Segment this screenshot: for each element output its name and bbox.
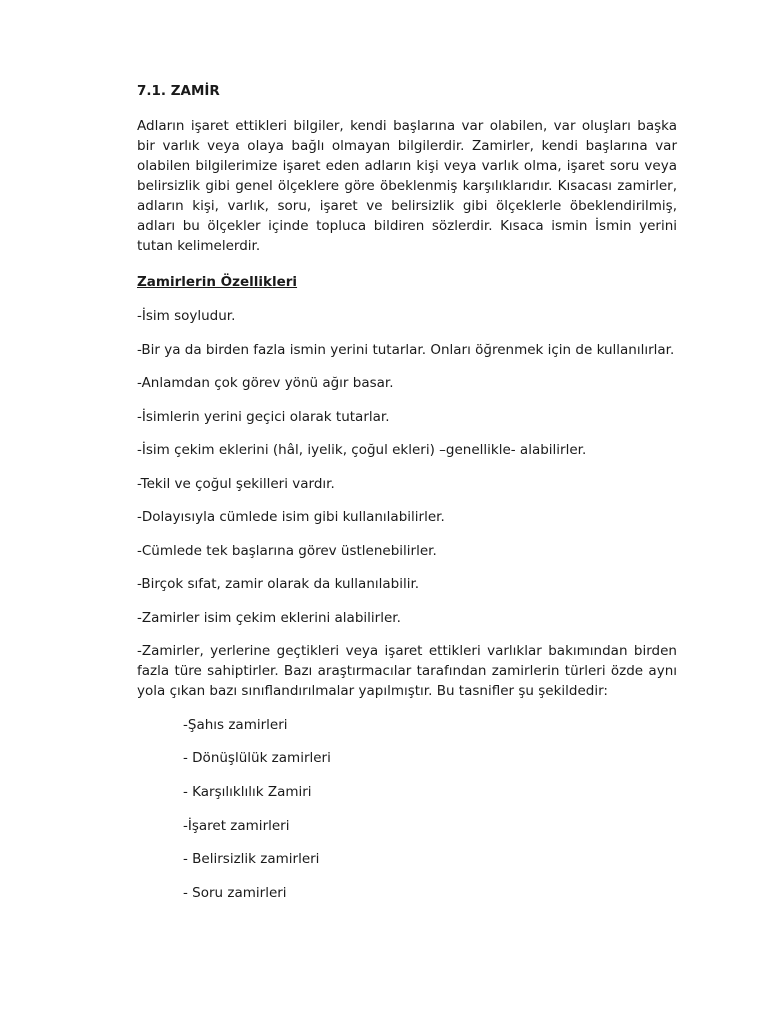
pronoun-type-item: - Dönüşlülük zamirleri (183, 750, 331, 767)
property-item: -Bir ya da birden fazla ismin yerini tutarlar. Onları öğrenmek için de kullanılırlar. (137, 341, 675, 358)
pronoun-type-item: -Şahıs zamirleri (183, 716, 288, 733)
property-item: -Dolayısıyla cümlede isim gibi kullanılabilirler. (137, 509, 445, 525)
property-item: -Tekil ve çoğul şekilleri vardır. (137, 475, 335, 492)
pronoun-type-item: - Karşılıklılık Zamiri (183, 783, 312, 800)
property-item: -İsim çekim eklerini (hâl, iyelik, çoğul ekleri) –genellikle- alabilirler. (137, 442, 587, 458)
intro-paragraph: Adların işaret ettikleri bilgiler, kendi başlarına var olabilen, var oluşları başka bir varlık veya olaya bağlı olmayan bilgilerdir. Zamirler, kendi başlarına var olabilen bilgilerimize işaret eden adların kişi veya varlık olma, işaret soru veya belirsizlik gibi genel ölçeklere göre öbeklenmiş karşılıklarıdır. Kısacası zamirler, adların kişi, varlık, soru, işaret ve belirsizlik gibi ölçeklerle öbeklendirilmiş, adları bu ölçekler içinde topluca bildiren sözlerdir. Kısaca ismin İsmin yerini tutan kelimelerdir. (137, 118, 677, 254)
properties-list (137, 306, 677, 701)
pronoun-types-list (183, 715, 677, 903)
properties-subheading: Zamirlerin Özellikleri (137, 274, 298, 290)
property-item: -Zamirler, yerlerine geçtikleri veya işaret ettikleri varlıklar bakımından birden fazla türe sahiptirler. Bazı araştırmacılar tarafından zamirlerin türleri özde aynı yola çıkan bazı sınıflandırılmalar yapılmıştır. Bu tasnifler şu şekildedir: (137, 643, 677, 699)
property-item: -Birçok sıfat, zamir olarak da kullanılabilir. (137, 576, 420, 592)
section-heading: 7.1. ZAMİR (137, 83, 220, 99)
pronoun-type-item: - Belirsizlik zamirleri (183, 851, 320, 868)
property-item: -İsim soyludur. (137, 308, 236, 324)
property-item: -Cümlede tek başlarına görev üstlenebilirler. (137, 542, 437, 559)
pronoun-type-item: - Soru zamirleri (183, 884, 287, 901)
document-page (137, 82, 677, 917)
pronoun-type-item: -İşaret zamirleri (183, 817, 290, 834)
property-item: -Zamirler isim çekim eklerini alabilirler. (137, 609, 401, 626)
property-item: -Anlamdan çok görev yönü ağır basar. (137, 375, 394, 391)
property-item: -İsimlerin yerini geçici olarak tutarlar. (137, 408, 390, 425)
